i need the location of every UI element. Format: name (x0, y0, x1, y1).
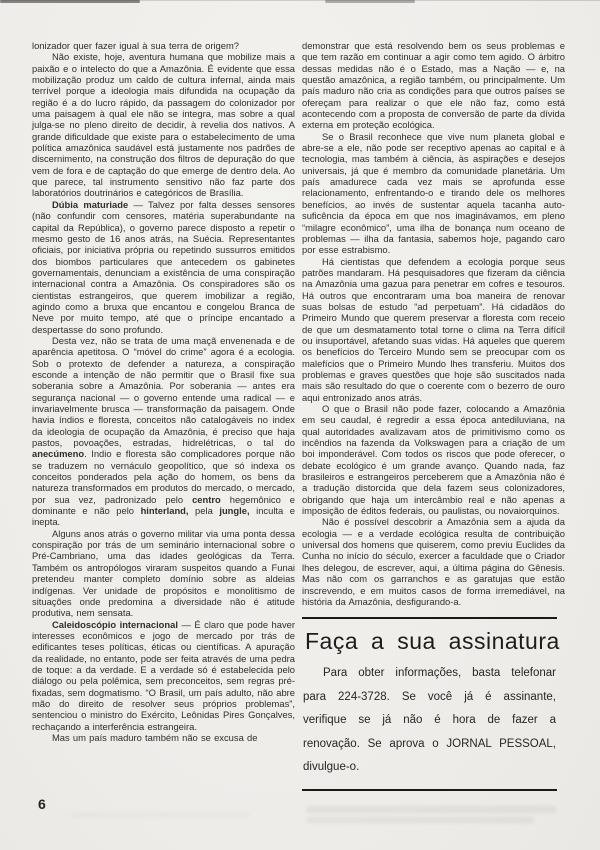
text-segment: lonizador quer fazer igual à sua terra de origem? (32, 40, 239, 51)
text-segment: hegemônico e dominante e não pelo (32, 493, 295, 517)
bold-text-segment: jungle, (219, 505, 250, 517)
text-segment: Não é possível descobrir a Amazônia sem a ajuda da ecologia — e a verdade ecológica resulta de contribuição universal dos homens que quiserem, como previu Euclides da Cunha no início do século, exercer a faculdade que o Criador lhes delegou, de escrever, aqui, a última página do Gênesis. Mas não com os garranchos e as garatujas que estão inscrevendo, e em muitos casos de forma irremediável, na história da Amazônia, desfigurando-a. (302, 516, 565, 607)
text-segment: Mas um país maduro também não se excusa de (52, 731, 258, 743)
article-paragraph (302, 131, 565, 256)
article-paragraph (302, 256, 565, 403)
text-segment: — Talvez por falta desses sensores (não confundir com censores, matéria superabundante na capital da República), o governo parece disposto a repetir o mesmo gesto de 16 anos atrás, na Suécia. Representantes oficiais, por iniciativa própria ou repetindo sussurros emitidos dos biombos particulares que antecedem os gabinetes governamentais, denunciam a existência de uma conspiração internacional contra a Amazônia. Os conspiradores são os cientistas estrangeiros, que querem imobilizar a região, agindo como a bruxa que encantou e congelou Branca de Neve por muito tempo, até que o príncipe encantado a despertasse do sono profundo. (32, 198, 295, 335)
scan-artifact-top-line (0, 0, 600, 1)
text-segment: Alguns anos atrás o governo militar via uma ponta dessa conspiração por trás de um seminário internacional sobre o Pré-Cambriano, uma das idades geológicas da Terra. Também os antropólogos viraram suspeitos quando a Funai pretendeu manter completo domínio sobre as aldeias indígenas. Ver unidade de propósitos e monolitismo de situações onde predomina a diversidade não é atitude produtiva, nem sensata. (32, 527, 295, 619)
article-column-right (302, 40, 565, 791)
bold-text-segment: hinterland, (140, 505, 189, 517)
text-segment: Há cientistas que defendem a ecologia porque seus patrões mandaram. Há pesquisadores que fizeram da ciência na Amazônia uma gazua para penetrar em cofres e tesouros. Há outros que encontraram uma boa maneira de renovar suas bolsas de estudo “ad perpetuam”. Há cidadãos do Primeiro Mundo que querem preservar a floresta com receio de que um desmatamento total torne o clima na Terra difícil ou insuportável, afetando suas vidas. Há aqueles que querem os benefícios do Terceiro Mundo sem se preocupar com os malefícios que o Primeiro Mundo lhes transferiu. Muitos dos problemas e graves questões que hoje são suscitados nada mais são resultado do que o coerente com o bezerro de ouro aqui entronizado anos atrás. (302, 255, 565, 403)
article-paragraph (302, 40, 565, 131)
bold-text-segment: Dúbia maturiade (52, 198, 129, 210)
bold-text-segment: centro (192, 493, 221, 505)
article-paragraph (32, 199, 295, 335)
article-paragraph (302, 403, 565, 516)
text-segment: — É claro que pode haver interesses econômicos e jogo de mercado por trás de edificantes teses políticas, éticas ou científicas. A apuração da realidade, no entanto, pode ser feita através de uma pedra de toque: a da verdade. E a verdade só é estabelecida pelo diálogo ou pela polêmica, sem preconceitos, sem regras pré-fixadas, sem dogmatismo. “O Brasil, um país adulto, não abre mão do direito de resolver seus próprios problemas”, sentenciou o ministro do Exército, Leônidas Pires Gonçalves, rechaçando a interferência estrangeira. (32, 618, 296, 732)
bold-text-segment: anecúmeno (32, 448, 85, 460)
bold-text-segment: Caleidoscópio internacional (52, 618, 178, 630)
text-segment: Desta vez, não se trata de uma maçã envenenada e de aparência apetitosa. O “móvel do crime” agora é a ecologia. Sob o protexto de defender a natureza, a conspiração esconde a intenção de não permitir que o Brasil fixe sua soberania sobre a Amazônia. Por soberania — antes era segurança nacional — o governo entende uma radical — e invariavelmente brusca — transformação da paisagem. Onde havia índios e floresta, conceitos não catalogáveis no index da ideologia de ocupação da Amazônia, é preciso que haja pastos, povoações, estradas, hidrelétricas, o tal do (32, 334, 295, 449)
article-paragraph (302, 516, 565, 607)
text-segment: O que o Brasil não pode fazer, colocando a Amazônia em seu caudal, é regredir a essa época antediluviana, na qual autoridades avalizavam atos de primitivismo como os incêndios na fazenda da Volkswagen para a criação de um boi imponderável. Com todos os riscos que pode oferecer, o debate ecológico é um grande avanço. Quando nada, faz brasileiros e estrangeiros perceberem que a Amazônia não é a tradução distorcida que dela fazem seus colonizadores, obrigando que haja um intercâmbio real e não apenas a imposição de éditos federais, ou paulistas, ou novaiorquinos. (302, 403, 565, 517)
page-number: 6 (38, 796, 46, 812)
print-bleed-smudge (306, 817, 534, 823)
print-bleed-smudge (306, 806, 556, 813)
article-paragraph (32, 335, 295, 528)
text-segment: demonstrar que está resolvendo bem os seus problemas e que tem razão em continuar a agir como tem agido. O árbitro dessas medidas não é o Estado, mas a Nação — e, na questão amazônica, a região também, ou principalmente. Um país maduro não cria as condições para que outros países se ofereçam para realizar o que ele não faz, como está acontecendo com a proposta de conversão de parte da dívida externa em proteção ecológica. (302, 40, 565, 131)
text-segment: Se o Brasil reconhece que vive num planeta global e abre-se a ele, não pode ser receptivo apenas ao capital e à tecnologia, mas também à ciência, às aspirações e desejos universais, já que é membro da comunidade planetária. Um país amadurece cada vez mais se aprofunda esse relacionamento, enfrentando-o e tirando dele os melhores benefícios, ao invés de sustentar aquela tacanha auto-suficência da época em que nos imaginávamos, em pleno “milagre econômico”, uma ilha de bonança num oceano de problemas — ilha da fantasia, sabemos hoje, pagando caro por esse estrabismo. (302, 130, 565, 256)
text-segment: Não existe, hoje, aventura humana que mobilize mais a paixão e o intelecto do que a Amazônia. É evidente que essa mobilização produz um caldo de cultura infernal, ainda mais terrível porque a ideologia mais difundida na ocupação da região é a do lucro rápido, da passagem do colonizador por uma paisagem à qual ele não se integra, mas sobre a qual julga-se no pleno direito de decidir, à revelia dos nativos. A grande dificuldade que existe para o estabelecimento de uma política amazônica saudável está justamente nos padrões de discernimento, na construção dos filtros de depuração do que vem de fora e de captação do que emerge de dentro dela. Ao que parece, tal instrumento sensitivo não faz parte dos laboratórios doutrinários e categóricos de Brasília. (32, 51, 295, 199)
article-body (32, 40, 566, 791)
ad-body-text: Para obter informações, basta telefonar para 224-3728. Se você já é assinante, verifique se já não é hora de fazer a renovação. Se aprova o JORNAL PESSOAL, divulgue-o. (303, 667, 556, 774)
text-segment: pela (188, 505, 220, 517)
article-paragraph (32, 619, 295, 732)
article-paragraph (32, 40, 295, 51)
article-paragraph (32, 528, 295, 619)
text-segment: inculta e inepta. (32, 505, 295, 528)
text-segment: . Indio e floresta são complicadores porque não se traduzem no vernáculo geopolítico, que só indexa os conceitos ponderados pela ação do homem, os bens da natureza transformados em produtos do mercado, o mercado, por sua vez, padronizado pelo (32, 448, 295, 505)
subscription-ad-box (302, 617, 560, 791)
article-paragraph (32, 732, 295, 743)
print-bleed-smudge (70, 812, 250, 818)
article-column-right-text (302, 40, 565, 607)
article-paragraph (32, 51, 295, 198)
article-column-left (32, 40, 295, 791)
ad-title: Faça a sua assinatura (305, 628, 560, 655)
